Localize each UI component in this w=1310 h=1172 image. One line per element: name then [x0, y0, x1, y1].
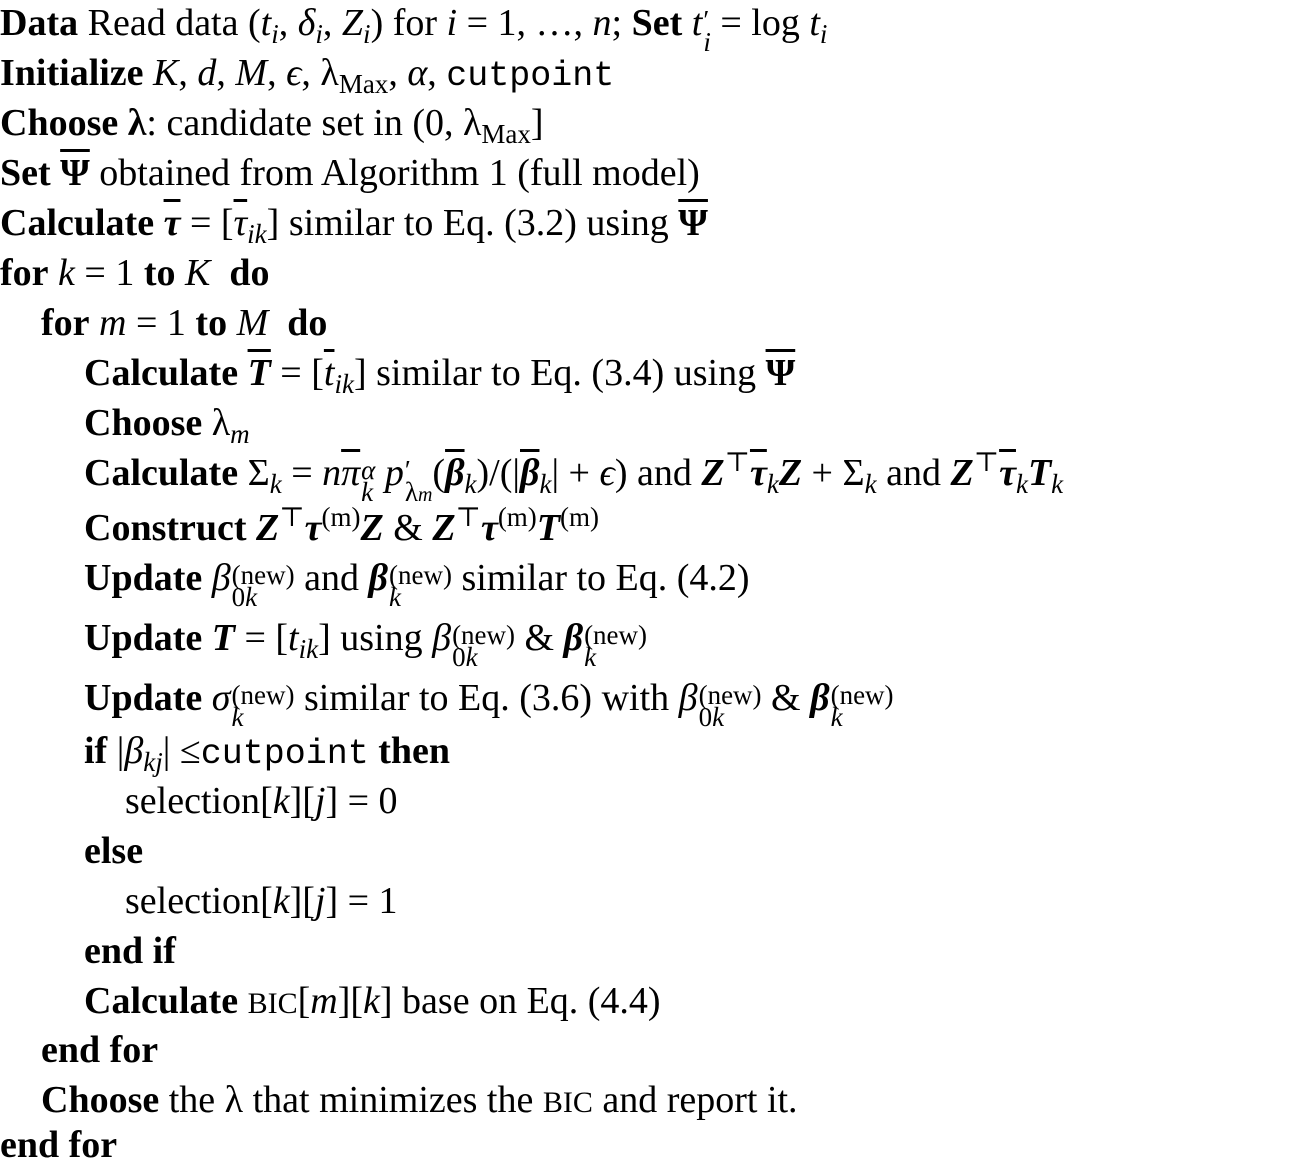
kw-if: if — [84, 730, 108, 772]
kw-update-3: Update — [84, 677, 203, 719]
kw-initialize: Initialize — [0, 52, 144, 94]
kw-then: then — [378, 730, 451, 772]
algo-line-choose-final: Choose the λ that minimizes the BIC and report it. — [41, 1079, 798, 1121]
kw-calculate-3: Calculate — [84, 452, 239, 494]
read-data-text: Read data — [87, 2, 239, 44]
selection-text-2: selection — [125, 880, 261, 922]
algo-line-update-sigma: Update σ (new) k similar to Eq. (3.6) with β (new) 0k & β (new) k — [84, 677, 894, 732]
algo-line-construct: Construct $Z^⊤\tau^{(m)}Z$ & $Z^⊤\tau^{(m)}T^{(m)}$ — [84, 502, 599, 549]
algo-line-choose-lambda-m: Choose $\lambda_m$ — [84, 402, 250, 449]
kw-for: for — [0, 252, 49, 294]
algo-line-for-m: for m = 1 to M do — [41, 302, 328, 344]
calc-bic-text: base on Eq. (4.4) — [402, 980, 661, 1022]
kw-set-2: Set — [0, 152, 51, 194]
algo-line-set-psi: Set $\overline{\Psi}$ obtained from Algorithm 1 (full model) — [0, 152, 700, 194]
choose-text-3: and report it. — [602, 1079, 798, 1121]
kw-set: Set — [631, 2, 683, 44]
kw-update: Update — [84, 557, 203, 599]
selection-text-1: selection — [125, 780, 261, 822]
kw-update-2: Update — [84, 617, 203, 659]
algo-line-if: if $|\beta_{kj}|$ ≤cutpoint then — [84, 730, 451, 777]
update-T-text: using — [340, 617, 423, 659]
algo-line-end-for-inner — [41, 1027, 158, 1077]
kw-do-2: do — [287, 302, 328, 344]
update-sigma-text: similar to Eq. (3.6) with — [303, 677, 670, 719]
algo-line-choose-lambda: Choose λ: candidate set in (0, $\lambda_{Max}$] — [0, 102, 544, 149]
set-psi-text: obtained from Algorithm 1 (full model) — [99, 152, 700, 194]
algo-line-selection-0: selection[k][j] = 0 — [125, 780, 398, 822]
kw-choose-2: Choose — [84, 402, 203, 444]
algo-line-initialize: Initialize K, d, M, ϵ, $\lambda_{Max}$, α, cutpoint — [0, 52, 615, 99]
cutpoint-ref: cutpoint — [200, 734, 369, 774]
kw-choose-3: Choose — [41, 1079, 160, 1121]
kw-calculate: Calculate — [0, 202, 155, 244]
and-text-1: and — [636, 452, 692, 494]
algo-line-calculate-bic: Calculate BIC[m][k] base on Eq. (4.4) — [84, 980, 661, 1022]
kw-choose: Choose — [0, 102, 119, 144]
algo-line-update-beta: Update β (new) 0k and β (new) k similar to Eq. (4.2) — [84, 557, 750, 612]
cutpoint-param: cutpoint — [446, 56, 615, 96]
and-text-2: and — [886, 452, 941, 494]
choose-text-1: the — [168, 1079, 216, 1121]
algo-line-else — [84, 828, 143, 878]
algo-line-calculate-sigma: Calculate $\Sigma_k = n\overline{\pi}$ α k p ′ λm $(\overline{\beta}_k)/(|\overline{\beta}_k| + \epsilon)$ and $Z^⊤\overline{\tau}_kZ + \Sigma_k$ and $Z^⊤\overline{\tau}_kT_k$ — [84, 447, 1064, 507]
kw-do: do — [229, 252, 270, 294]
kw-to-2: to — [195, 302, 228, 344]
algo-line-data: Data Read data ($t_i$, $\delta_i$, $Z_i$) for i = 1, …, n; Set t ′ i = $\log t_i$ — [0, 2, 828, 57]
kw-end-for-2: end for — [0, 1124, 118, 1166]
bic-label-1: BIC — [247, 987, 298, 1020]
update-beta-text: similar to Eq. (4.2) — [461, 557, 750, 599]
algo-line-end-for-outer — [0, 1122, 117, 1172]
kw-end-if: end if — [84, 930, 176, 972]
kw-else: else — [84, 830, 144, 872]
algo-line-update-T: Update $T = [t_{ik}]$ using β (new) 0k & β (new) k — [84, 617, 648, 672]
algo-line-for-k: for k = 1 to K do — [0, 252, 270, 294]
algo-line-selection-1: selection[k][j] = 1 — [125, 880, 398, 922]
calc-T-text: similar to Eq. (3.4) using — [376, 352, 757, 394]
candidate-set-text: : candidate set in (0, — [146, 102, 454, 144]
bic-label-2: BIC — [542, 1086, 593, 1119]
kw-calculate-2: Calculate — [84, 352, 239, 394]
calc-tau-text: similar to Eq. (3.2) using — [288, 202, 669, 244]
algo-line-end-if — [84, 928, 176, 978]
kw-for-2: for — [41, 302, 90, 344]
kw-calculate-4: Calculate — [84, 980, 239, 1022]
choose-text-2: that minimizes the — [252, 1079, 534, 1121]
kw-end-for-1: end for — [41, 1029, 159, 1071]
and-text-3: and — [304, 557, 360, 599]
kw-to: to — [143, 252, 176, 294]
algo-line-calculate-tau: Calculate $\overline{\tau} = [\overline{\tau}_{ik}]$ similar to Eq. (3.2) using $\overline{\Psi}$ — [0, 202, 708, 249]
algo-line-calculate-T: Calculate $\overline{T} = [\overline{t}_{ik}]$ similar to Eq. (3.4) using $\overline{\Psi}$ — [84, 352, 796, 399]
kw-data: Data — [0, 2, 79, 44]
kw-construct: Construct — [84, 507, 247, 549]
